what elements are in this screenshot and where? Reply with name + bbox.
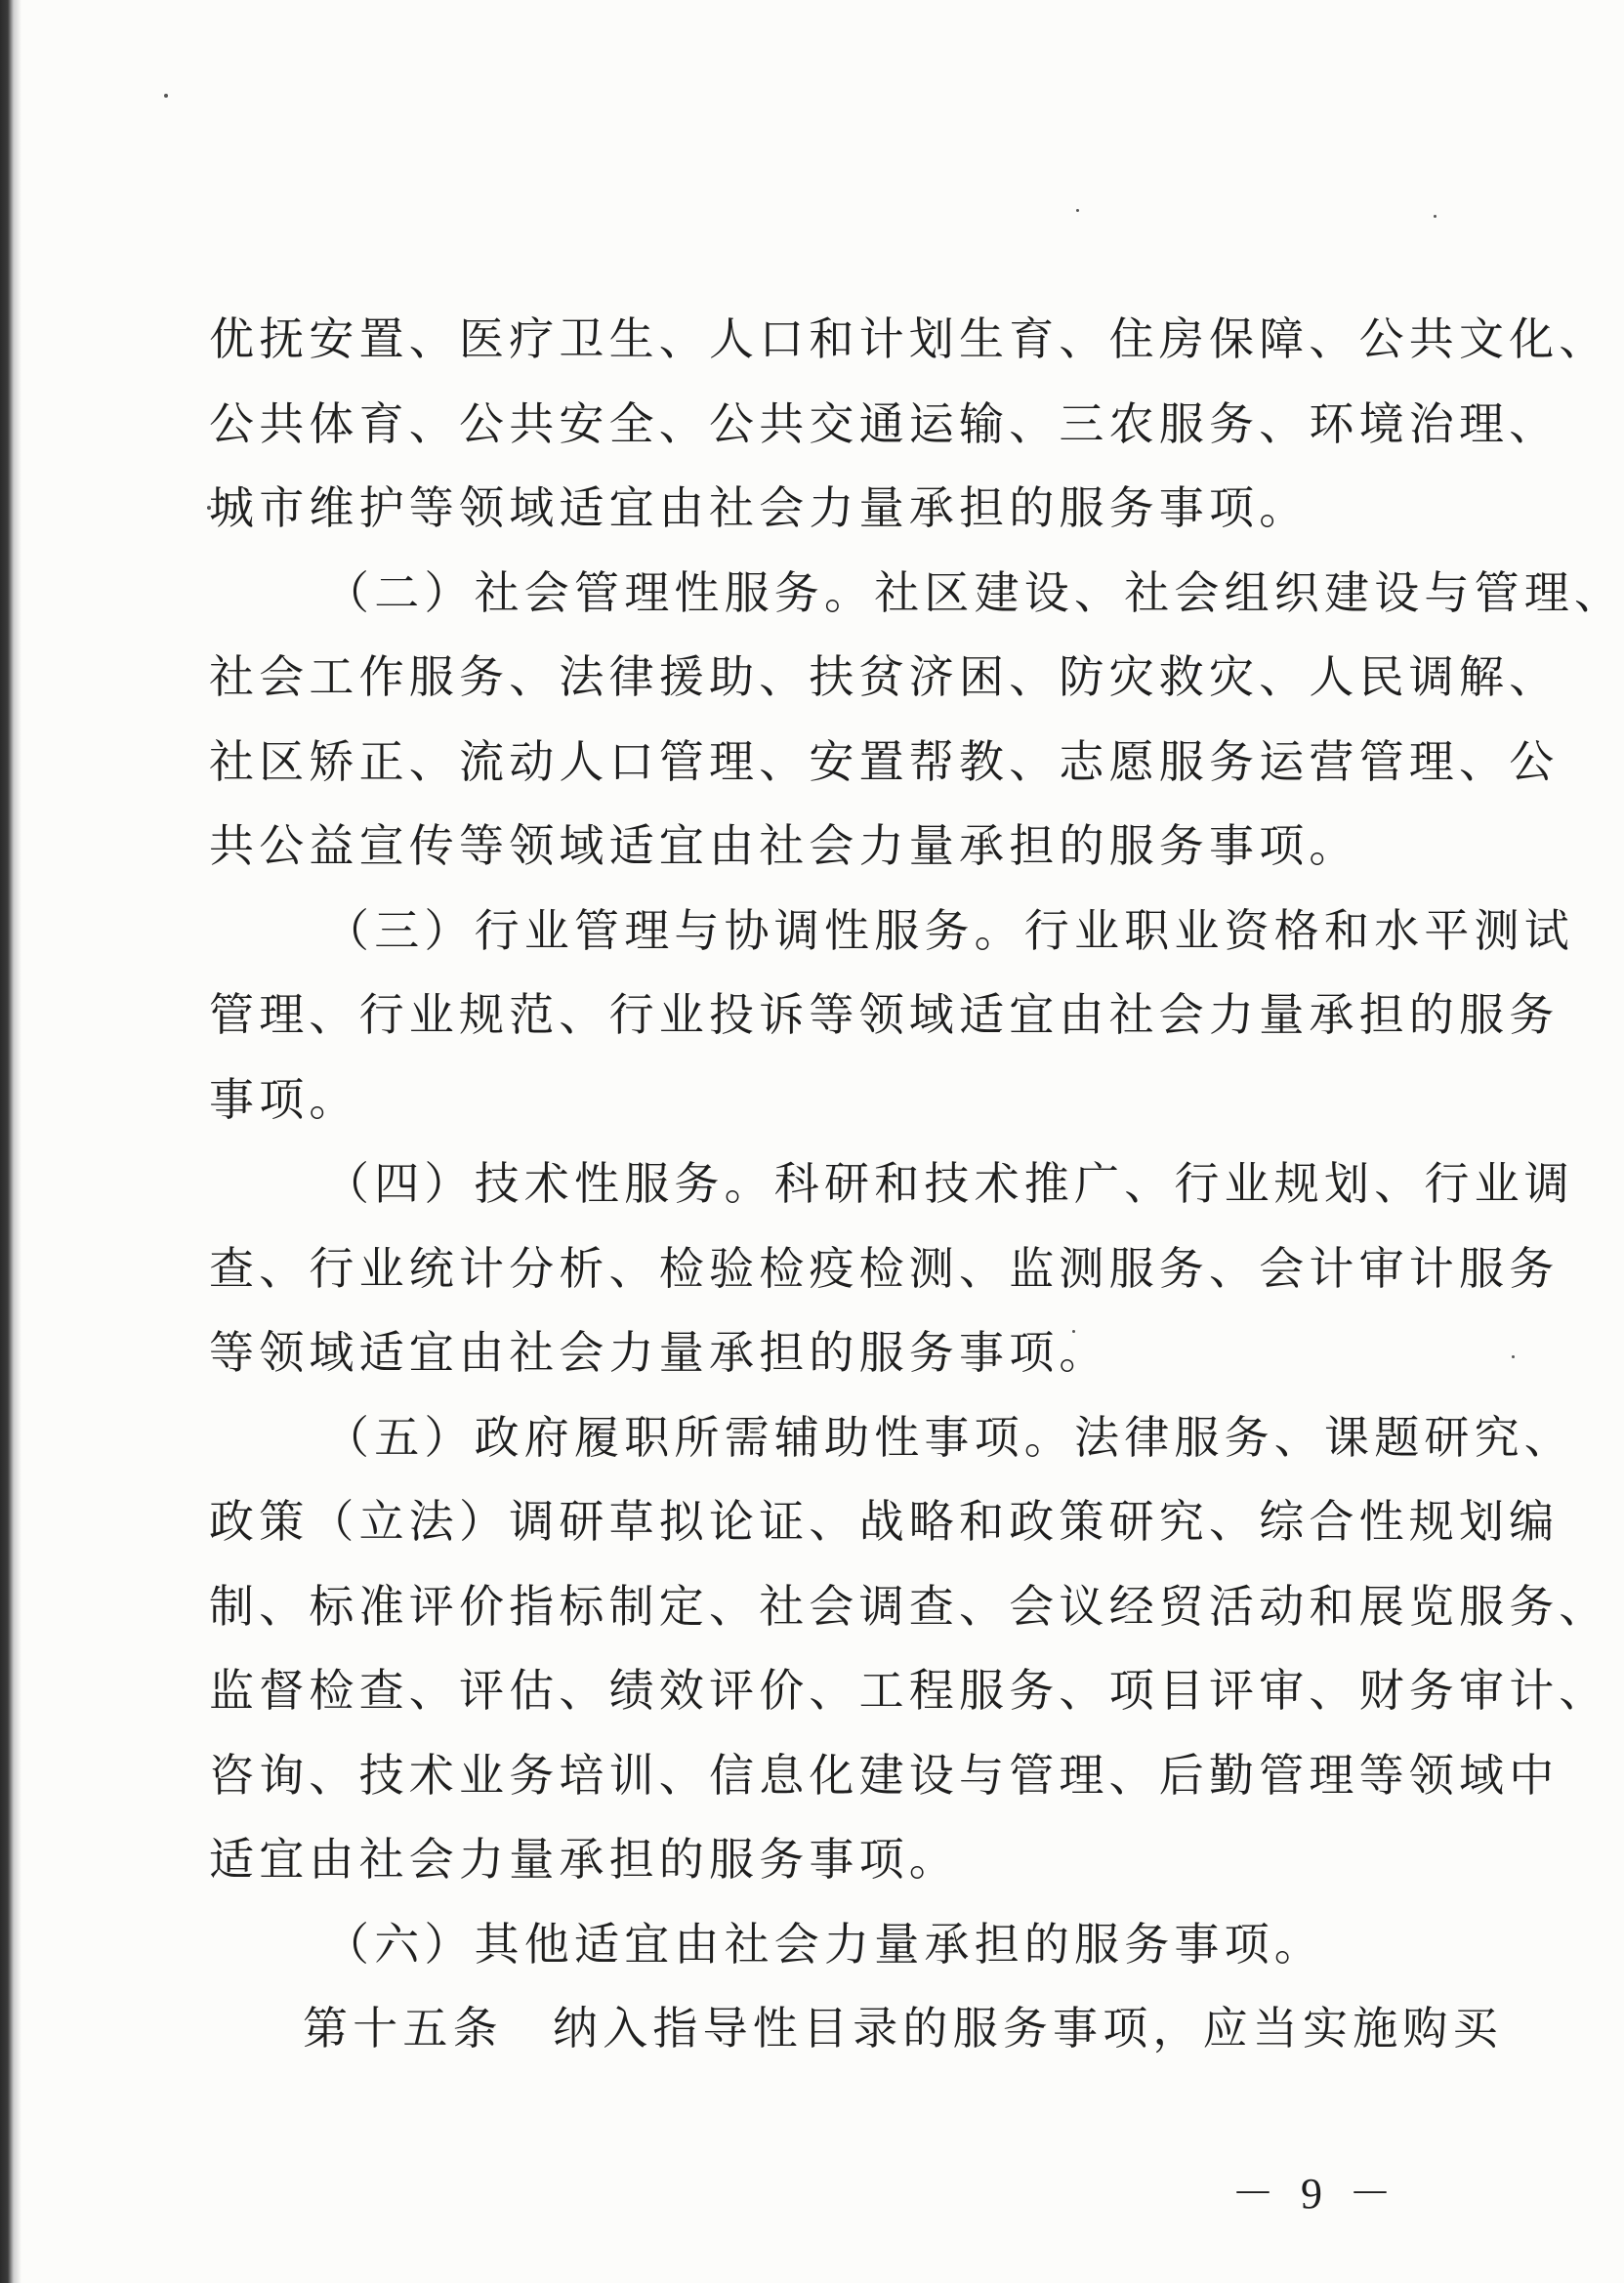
scan-speck xyxy=(164,94,168,98)
document-body xyxy=(209,297,1624,2071)
text-line: 查、行业统计分析、检验检疫检测、监测服务、会计审计服务 xyxy=(209,1241,1560,1295)
text-line: 共公益宣传等领域适宜由社会力量承担的服务事项。 xyxy=(209,819,1359,872)
text-line: 制、标准评价指标制定、社会调查、会议经贸活动和展览服务、 xyxy=(209,1579,1609,1633)
text-line: 等领域适宜由社会力量承担的服务事项。 xyxy=(209,1326,1109,1379)
text-line: 社区矫正、流动人口管理、安置帮教、志愿服务运营管理、公 xyxy=(209,734,1560,788)
text-line: 社会工作服务、法律援助、扶贫济困、防灾救灾、人民调解、 xyxy=(209,650,1560,703)
text-line: 公共体育、公共安全、公共交通运输、三农服务、环境治理、 xyxy=(209,396,1560,450)
paragraph-first-line: （五）政府履职所需辅助性事项。法律服务、课题研究、 xyxy=(324,1410,1574,1464)
scan-speck xyxy=(1076,209,1079,212)
text-line: 优抚安置、医疗卫生、人口和计划生育、住房保障、公共文化、 xyxy=(209,312,1609,365)
paragraph-first-line: （二）社会管理性服务。社区建设、社会组织建设与管理、 xyxy=(324,565,1624,619)
scan-speck xyxy=(1512,1355,1515,1358)
paragraph-first-line: （三）行业管理与协调性服务。行业职业资格和水平测试 xyxy=(324,903,1574,957)
paragraph-first-line: （六）其他适宜由社会力量承担的服务事项。 xyxy=(324,1917,1324,1971)
text-line: 咨询、技术业务培训、信息化建设与管理、后勤管理等领域中 xyxy=(209,1748,1560,1802)
text-line: 管理、行业规范、行业投诉等领域适宜由社会力量承担的服务 xyxy=(209,988,1560,1041)
paragraph-first-line: （四）技术性服务。科研和技术推广、行业规划、行业调 xyxy=(324,1157,1574,1210)
text-line: 监督检查、评估、绩效评价、工程服务、项目评审、财务审计、 xyxy=(209,1664,1609,1717)
scan-speck xyxy=(1434,215,1437,218)
text-line: 政策（立法）调研草拟论证、战略和政策研究、综合性规划编 xyxy=(209,1495,1560,1548)
page-number: － 9 － xyxy=(1231,2170,1399,2218)
text-line: 适宜由社会力量承担的服务事项。 xyxy=(209,1833,959,1886)
scan-edge-shadow xyxy=(0,0,21,2283)
article-line: 第十五条 纳入指导性目录的服务事项，应当实施购买 xyxy=(303,2002,1503,2055)
text-line: 城市维护等领域适宜由社会力量承担的服务事项。 xyxy=(209,481,1310,534)
text-line: 事项。 xyxy=(209,1072,359,1126)
